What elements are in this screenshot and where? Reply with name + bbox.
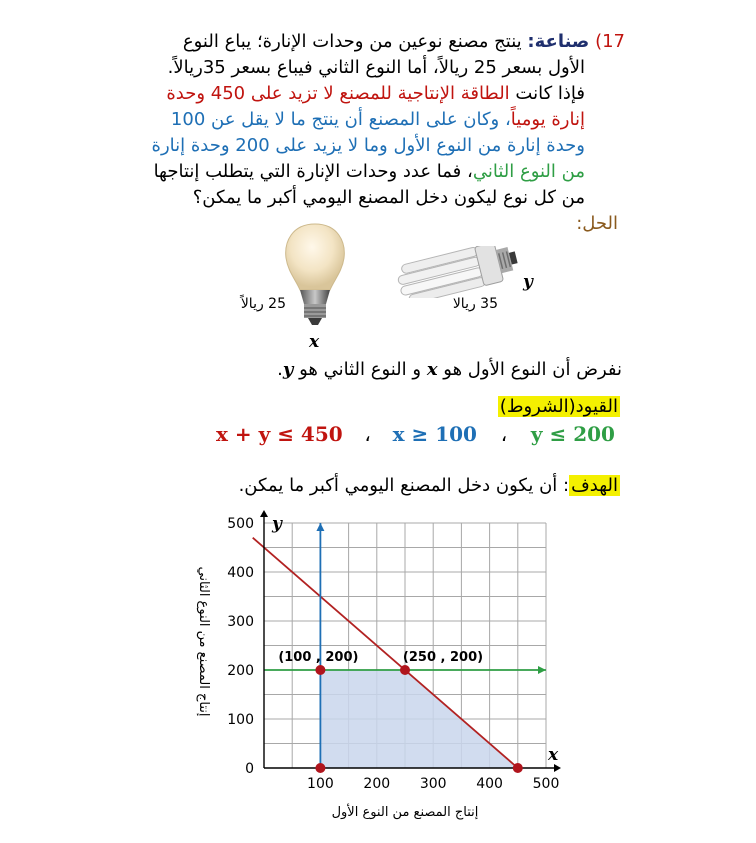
problem-title: صناعة: — [527, 31, 590, 52]
goal-colon: : — [563, 475, 570, 496]
vertex-label: (250 , 200) — [402, 650, 484, 665]
problem-text-4a: إنارة يومياً — [510, 109, 585, 130]
bulb-price: 25 ريالاً — [240, 296, 286, 312]
vertex-point — [315, 763, 325, 773]
problem-number: 17) — [595, 31, 625, 52]
problem-line-5 — [60, 134, 585, 158]
assumption-part-2: و النوع الثاني هو — [299, 359, 422, 380]
constraint-separator-1: ، — [364, 422, 371, 446]
assumption-x: x — [426, 359, 438, 380]
problem-line-1 — [60, 30, 625, 54]
goal-label: الهدف — [571, 475, 618, 496]
y-tick-label: 400 — [227, 565, 254, 581]
y-tick-label: 300 — [227, 614, 254, 630]
cfl-variable: y — [523, 272, 533, 292]
problem-text-4b: ، وكان على المصنع أن ينتج ما لا يقل عن 100 — [170, 109, 511, 130]
x-tick-label: 500 — [532, 776, 560, 792]
problem-text-2: الأول بسعر 25 ريالاً، أما النوع الثاني فيباع بسعر 35ريالاً. — [167, 57, 585, 78]
problem-line-2 — [60, 56, 585, 80]
bulb-variable: x — [309, 332, 320, 352]
problem-text-1: ينتج مصنع نوعين من وحدات الإنارة؛ يباع النوع — [182, 31, 522, 52]
x-axis-arrow — [554, 764, 561, 772]
constraints-list — [216, 422, 615, 446]
goal-line — [150, 474, 620, 498]
problem-text-6b: ، فما عدد وحدات الإنارة التي يتطلب إنتاجها — [153, 161, 473, 182]
constraint-arrow-right — [538, 666, 546, 674]
constraint-type1: x ≥ 100 — [392, 422, 477, 446]
y-axis-arrow — [260, 510, 268, 517]
y-tick-label: 200 — [227, 663, 254, 679]
assumption-end: . — [277, 359, 283, 380]
y-tick-label: 0 — [245, 761, 254, 777]
constraint-total: x + y ≤ 450 — [216, 422, 343, 446]
x-axis-symbol: x — [548, 745, 559, 765]
assumption-part-1: نفرض أن النوع الأول هو — [443, 359, 622, 380]
x-axis-label: إنتاج المصنع من النوع الأول — [331, 805, 479, 820]
vertex-point — [315, 665, 325, 675]
constraint-type2: y ≤ 200 — [530, 422, 615, 446]
constraints-heading-row — [450, 395, 620, 419]
problem-line-4 — [60, 108, 585, 132]
y-axis-label: إنتاج المصنع من النوع الثاني — [196, 566, 211, 717]
problem-text-6a: من النوع الثاني — [472, 161, 585, 182]
vertex-point — [400, 665, 410, 675]
problem-line-7 — [60, 186, 585, 210]
constraint-arrow-up — [316, 523, 324, 531]
cfl-price: 35 ريالا — [452, 296, 498, 312]
problem-line-6 — [60, 160, 585, 184]
assumption-line — [150, 358, 622, 382]
solution-label: الحل: — [576, 213, 618, 234]
y-axis-symbol: y — [272, 514, 282, 534]
vertex-point — [513, 763, 523, 773]
x-tick-label: 200 — [363, 776, 391, 792]
x-tick-label: 100 — [307, 776, 334, 792]
problem-text-3b: الطاقة الإنتاجية للمصنع لا تزيد على 450 وحدة — [166, 83, 510, 104]
problem-text-5: وحدة إنارة من النوع الأول وما لا يزيد على 200 وحدة إنارة — [151, 135, 585, 156]
goal-text: أن يكون دخل المصنع اليومي أكبر ما يمكن. — [238, 475, 558, 496]
problem-line-3 — [60, 82, 585, 106]
constraints-heading: القيود(الشروط) — [499, 396, 618, 417]
y-tick-label: 100 — [227, 712, 254, 728]
x-tick-label: 300 — [419, 776, 447, 792]
problem-text-7: من كل نوع ليكون دخل المصنع اليومي أكبر ما يمكن؟ — [192, 187, 585, 208]
x-tick-label: 400 — [476, 776, 503, 792]
feasible-region-graph — [180, 508, 580, 843]
light-bulb-icon — [280, 222, 350, 327]
constraint-separator-2: ، — [500, 422, 508, 446]
cfl-bulb-icon — [392, 246, 522, 298]
y-tick-label: 500 — [227, 516, 254, 532]
vertex-label: (100 , 200) — [278, 650, 359, 665]
problem-text-3a: فإذا كانت — [515, 83, 585, 104]
assumption-y: y — [282, 359, 294, 380]
